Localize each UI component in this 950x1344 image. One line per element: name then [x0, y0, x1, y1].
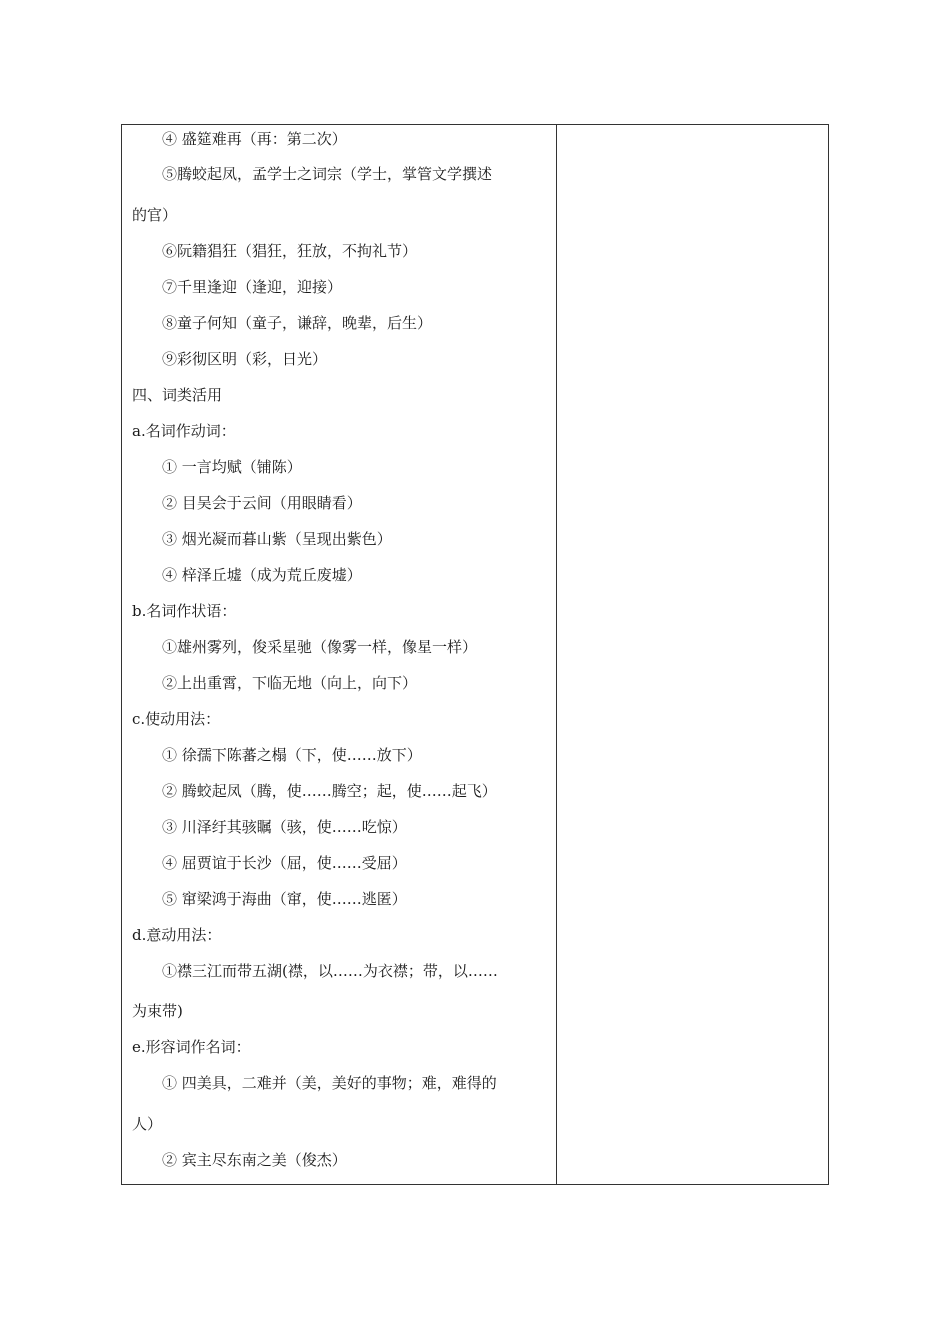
text-line: ⑤ 窜梁鸿于海曲（窜，使……逃匿） [162, 890, 407, 908]
text-line: ① 一言均赋（铺陈） [162, 458, 302, 476]
text-line: ④ 盛筵难再（再：第二次） [162, 130, 347, 148]
text-line: ⑤腾蛟起凤，孟学士之词宗（学士，掌管文学撰述 [162, 165, 493, 183]
section-heading: 四、词类活用 [132, 386, 223, 404]
text-line: ④ 屈贾谊于长沙（屈，使……受屈） [162, 854, 407, 872]
text-line: ② 腾蛟起凤（腾，使……腾空；起，使……起飞） [162, 782, 497, 800]
right-column [557, 125, 828, 1184]
text-line: ⑧童子何知（童子，谦辞，晚辈，后生） [162, 314, 433, 332]
text-line: ② 宾主尽东南之美（俊杰） [162, 1151, 347, 1169]
text-line: ② 目吴会于云间（用眼睛看） [162, 494, 362, 512]
text-line: ① 四美具，二难并（美，美好的事物；难，难得的 [162, 1074, 497, 1092]
text-line: 的官） [132, 206, 178, 224]
text-line: ①襟三江而带五湖(襟，以……为衣襟；带，以…… [162, 962, 498, 980]
text-line: 人） [132, 1115, 163, 1133]
content-table [121, 124, 829, 1185]
subsection-heading: c.使动用法： [132, 710, 221, 728]
text-line: 为束带) [132, 1002, 183, 1020]
text-line: ④ 梓泽丘墟（成为荒丘废墟） [162, 566, 362, 584]
text-line: ③ 烟光凝而暮山紫（呈现出紫色） [162, 530, 392, 548]
text-line: ⑦千里逢迎（逢迎，迎接） [162, 278, 343, 296]
subsection-heading: a.名词作动词： [132, 422, 236, 440]
subsection-heading: d.意动用法： [132, 926, 222, 944]
text-line: ③ 川泽纡其骇瞩（骇，使……吃惊） [162, 818, 407, 836]
text-line: ⑥阮籍猖狂（猖狂，狂放，不拘礼节） [162, 242, 418, 260]
subsection-heading: e.形容词作名词： [132, 1038, 251, 1056]
subsection-heading: b.名词作状语： [132, 602, 237, 620]
text-line: ②上出重霄，下临无地（向上，向下） [162, 674, 418, 692]
text-line: ①雄州雾列，俊采星驰（像雾一样，像星一样） [162, 638, 478, 656]
text-line: ⑨彩彻区明（彩，日光） [162, 350, 328, 368]
text-line: ① 徐孺下陈蕃之榻（下，使……放下） [162, 746, 422, 764]
